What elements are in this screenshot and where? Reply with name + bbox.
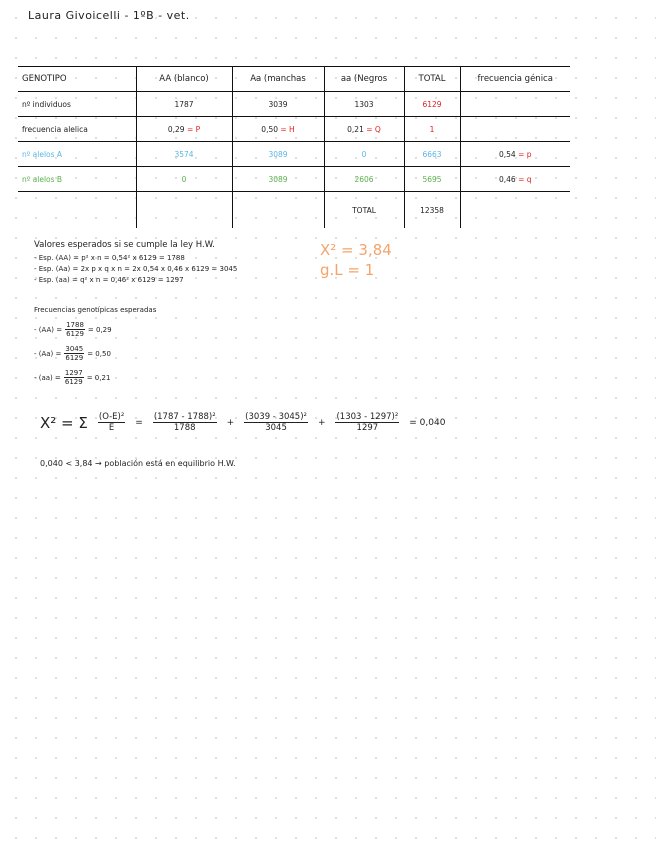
- numerator: 1788: [66, 321, 84, 329]
- frequency-item: [34, 369, 156, 386]
- cell-grand-total: 12358: [404, 192, 460, 229]
- numerator: (O-E)²: [98, 412, 125, 422]
- fraction: [153, 412, 217, 433]
- page-title: Laura Givoicelli - 1ºB - vet.: [28, 9, 190, 22]
- row-label: [18, 192, 136, 229]
- expected-line: - Esp. (AA) = p² x n = 0,54² x 6129 = 1788: [34, 254, 185, 262]
- cell: 1787: [136, 92, 232, 117]
- numerator: (1787 - 1788)²: [153, 412, 216, 422]
- row-label: nº individuos: [18, 92, 136, 117]
- plus-sign: +: [317, 417, 326, 428]
- expected-line: - Esp. (aa) = q² x n = 0,46² x 6129 = 1297: [34, 276, 184, 284]
- header-aa-manchas: Aa (manchas: [232, 67, 324, 92]
- fraction: [98, 412, 125, 433]
- cell: 2606: [324, 167, 404, 192]
- cell-extra: [460, 192, 570, 229]
- cell-extra: 0,46 = q: [460, 167, 570, 192]
- cell: 0: [136, 167, 232, 192]
- numerator: 1297: [64, 369, 83, 377]
- cell-value: 0,21 = Q: [347, 124, 381, 134]
- cell: 1303: [324, 92, 404, 117]
- conclusion: 0,040 < 3,84 → población está en equilibrio H.W.: [40, 459, 236, 468]
- numerator: (1303 - 1297)²: [336, 412, 399, 422]
- allele-symbol: = Q: [366, 124, 381, 134]
- fraction: [65, 321, 85, 338]
- denominator: E: [108, 423, 115, 433]
- numerator: (3039 - 3045)²: [245, 412, 307, 422]
- header-genotipo: GENOTIPO: [18, 67, 136, 92]
- cell-value: 0,29 = P: [167, 124, 201, 134]
- chi-critical-note: [320, 240, 392, 280]
- cell-extra: 0,54 = p: [460, 142, 570, 167]
- frequency-result: = 0,29: [87, 325, 112, 334]
- frequency-label: - (aa) =: [34, 373, 61, 382]
- genotype-table: [18, 66, 570, 228]
- expected-values: [34, 240, 237, 286]
- degrees-of-freedom: g.L = 1: [320, 261, 375, 279]
- table-row: [18, 117, 570, 142]
- frequency-label: - (AA) =: [34, 325, 63, 334]
- cell: 3089: [232, 142, 324, 167]
- frequency-label: - (Aa) =: [34, 349, 62, 358]
- cell: 3574: [136, 142, 232, 167]
- allele-symbol: = P: [186, 124, 201, 134]
- formula-result: = 0,040: [409, 417, 446, 428]
- frequency-item: [34, 345, 156, 362]
- table-row: [18, 92, 570, 117]
- allele-symbol: = H: [280, 124, 295, 134]
- table-row: [18, 142, 570, 167]
- allele-symbol: = p: [518, 149, 532, 159]
- table-header-row: [18, 67, 570, 92]
- cell: [232, 192, 324, 229]
- cell-extra: [460, 117, 570, 142]
- header-total: TOTAL: [404, 67, 460, 92]
- equals-sign: =: [135, 417, 143, 428]
- chi-critical-value: X² = 3,84: [320, 241, 392, 259]
- cell: 0: [324, 142, 404, 167]
- cell: [136, 117, 232, 142]
- allele-symbol: = q: [518, 174, 532, 184]
- cell-total: 5695: [404, 167, 460, 192]
- frequency-heading: Frecuencias genotípicas esperadas: [34, 306, 157, 314]
- fraction: [64, 345, 84, 362]
- row-label: frecuencia alelica: [18, 117, 136, 142]
- denominator: 6129: [66, 330, 84, 338]
- frequency-result: = 0,21: [86, 373, 111, 382]
- header-frecuencia-genica: frecuencia génica: [460, 67, 570, 92]
- fraction: [335, 412, 399, 433]
- cell: [232, 117, 324, 142]
- header-aa-negros: aa (Negros: [324, 67, 404, 92]
- numerator: 3045: [65, 345, 84, 353]
- frequency-result: = 0,50: [87, 349, 111, 358]
- cell-extra: [460, 92, 570, 117]
- frequency-item: [34, 321, 156, 338]
- plus-sign: +: [226, 417, 235, 428]
- cell: 3089: [232, 167, 324, 192]
- cell-total-label: TOTAL: [324, 192, 404, 229]
- expected-heading: Valores esperados si se cumple la ley H.W.: [34, 240, 215, 250]
- cell: 3039: [232, 92, 324, 117]
- denominator: 6129: [65, 354, 84, 362]
- denominator: 6129: [64, 378, 83, 386]
- fraction: [64, 369, 84, 386]
- cell: [324, 117, 404, 142]
- row-label: nº alelos B: [18, 167, 136, 192]
- cell: [136, 192, 232, 229]
- table-row: [18, 192, 570, 229]
- denominator: 1788: [173, 423, 196, 433]
- fraction: [244, 412, 308, 433]
- table-row: [18, 167, 570, 192]
- cell-total: 6129: [404, 92, 460, 117]
- header-aa-blanco: AA (blanco): [136, 67, 232, 92]
- denominator: 3045: [265, 423, 287, 433]
- denominator: 1297: [356, 423, 379, 433]
- chi-square-formula: [40, 412, 449, 433]
- cell-total: 1: [404, 117, 460, 142]
- formula-lhs: X² = Σ: [40, 413, 88, 432]
- row-label: nº alelos A: [18, 142, 136, 167]
- cell-value: 0,50 = H: [261, 124, 295, 134]
- cell-total: 6663: [404, 142, 460, 167]
- frequency-expected: [34, 306, 156, 386]
- expected-line: - Esp. (Aa) = 2x p x q x n = 2x 0,54 x 0,46 x 6129 = 3045: [34, 265, 238, 273]
